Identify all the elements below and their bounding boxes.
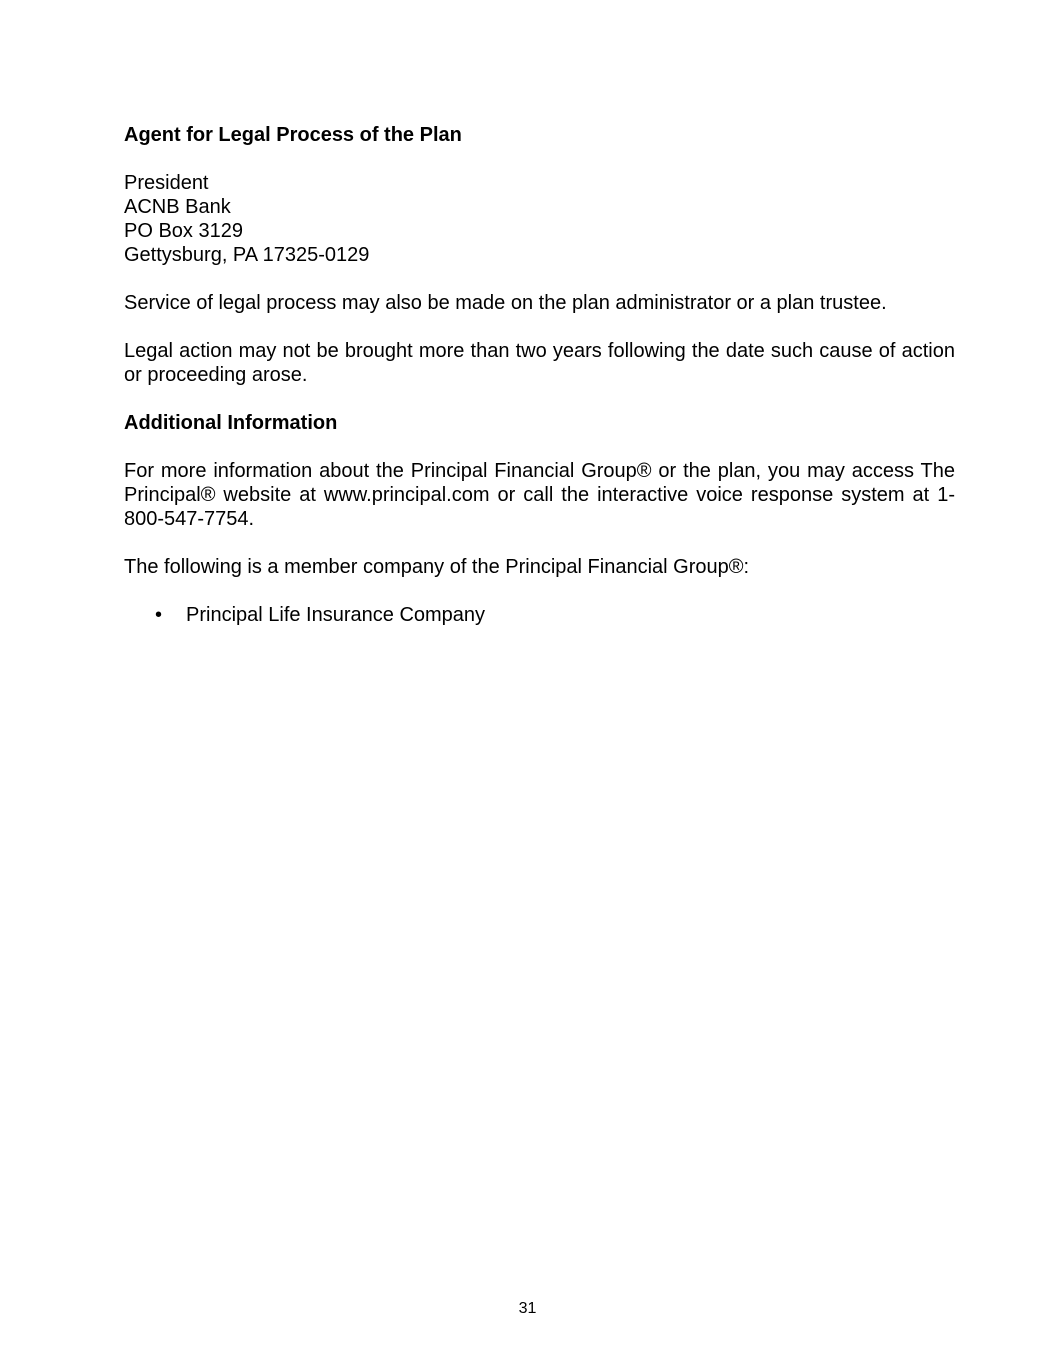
member-company-name: Principal Life Insurance Company bbox=[186, 604, 486, 626]
address-line-city: Gettysburg, PA 17325-0129 bbox=[124, 244, 370, 266]
address-line-title: President bbox=[124, 172, 209, 194]
address-line-company: ACNB Bank bbox=[124, 196, 231, 218]
document-page bbox=[124, 123, 955, 627]
list-item bbox=[124, 603, 955, 627]
address-line-po-box: PO Box 3129 bbox=[124, 220, 243, 242]
member-intro-paragraph: The following is a member company of the Principal Financial Group®: bbox=[124, 556, 750, 578]
additional-info-heading: Additional Information bbox=[124, 412, 338, 434]
info-paragraph: For more information about the Principal Financial Group® or the plan, you may access The Principal® website at www.principal.com or call the interactive voice response system at 1-800-547-7754. bbox=[124, 460, 955, 530]
page-number: 31 bbox=[518, 1300, 537, 1317]
agent-heading: Agent for Legal Process of the Plan bbox=[124, 124, 462, 146]
bullet-icon: • bbox=[155, 604, 163, 626]
member-list bbox=[124, 603, 955, 627]
agent-address bbox=[124, 171, 955, 267]
legal-action-paragraph: Legal action may not be brought more than two years following the date such cause of action or proceeding arose. bbox=[124, 340, 955, 386]
service-paragraph: Service of legal process may also be made on the plan administrator or a plan trustee. bbox=[124, 292, 887, 314]
